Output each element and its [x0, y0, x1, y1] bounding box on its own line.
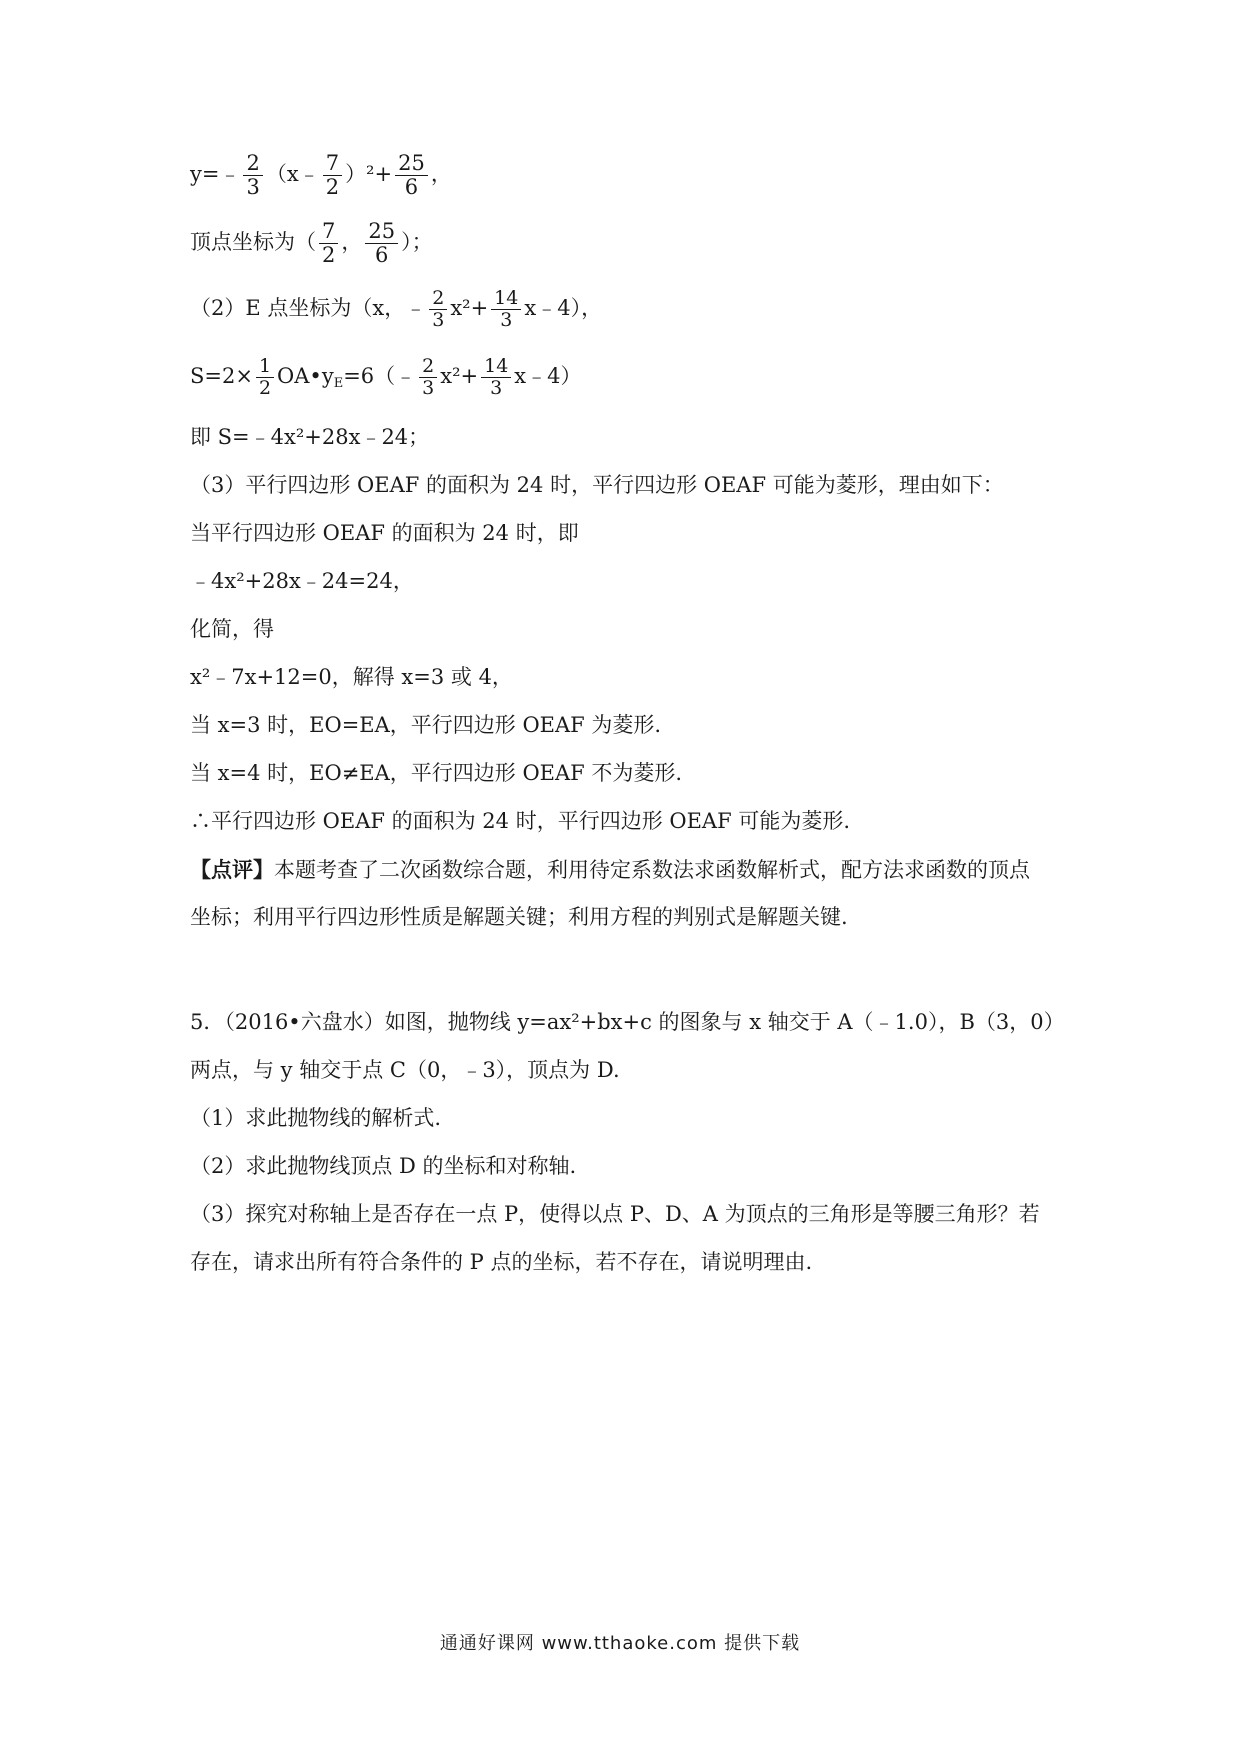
text-line: （3）平行四边形 OEAF 的面积为 24 时，平行四边形 OEAF 可能为菱形，理由如下：	[190, 473, 1004, 497]
question-5-part-3: （3）探究对称轴上是否存在一点 P，使得以点 P、D、A 为顶点的三角形是等腰三角形？若	[190, 1202, 1040, 1226]
fraction: $\frac{7}{2}$	[319, 220, 338, 267]
fraction: $\frac{7}{2}$	[323, 152, 342, 199]
text-line: 当 x=4 时，EO≠EA，平行四边形 OEAF 不为菱形.	[190, 761, 683, 785]
question-5-part-2: （2）求此抛物线顶点 D 的坐标和对称轴.	[190, 1154, 577, 1178]
fraction: $\frac{1}{2}$	[256, 356, 274, 399]
fraction: $\frac{25}{6}$	[395, 152, 428, 199]
text-line: 即 S=﹣4x²+28x﹣24；	[190, 425, 430, 449]
question-5-line: 5．（2016•六盘水）如图，抛物线 y=ax²+bx+c 的图象与 x 轴交于 A（﹣1.0），B（3，0）	[190, 1010, 1065, 1034]
page-footer: 通通好课网 www.tthaoke.com 提供下载	[439, 1633, 801, 1654]
text-line: 化简，得	[190, 617, 274, 641]
formula-vertex-form: y=﹣ $\frac{2}{3}$ （x﹣ $\frac{7}{2}$ ）²+ $\frac{25}{6}$ ，	[190, 151, 452, 200]
fraction: $\frac{14}{3}$	[481, 356, 511, 399]
text-line: 当 x=3 时，EO=EA，平行四边形 OEAF 为菱形.	[190, 713, 662, 737]
vertex-coordinates: 顶点坐标为（ $\frac{7}{2}$ ， $\frac{25}{6}$ ）；	[190, 219, 433, 268]
comment-label: 【点评】	[190, 857, 274, 882]
question-5-part-1: （1）求此抛物线的解析式.	[190, 1106, 442, 1130]
question-5-line: 两点，与 y 轴交于点 C（0，﹣3），顶点为 D.	[190, 1058, 620, 1082]
fraction: $\frac{2}{3}$	[429, 288, 447, 331]
text-line: ∴平行四边形 OEAF 的面积为 24 时，平行四边形 OEAF 可能为菱形.	[190, 809, 851, 833]
area-formula: S=2× $\frac{1}{2}$ $OA•y_E=6(﹣$ $\frac{2}{3}$ x²+ $\frac{14}{3}$ x﹣4）	[190, 355, 582, 399]
fraction: $\frac{2}{3}$	[243, 152, 262, 199]
text-line: 当平行四边形 OEAF 的面积为 24 时，即	[190, 521, 579, 545]
text-line: x²﹣7x+12=0，解得 x=3 或 4，	[190, 665, 513, 689]
fraction: $\frac{14}{3}$	[491, 288, 521, 331]
question-5-line: 存在，请求出所有符合条件的 P 点的坐标，若不存在，请说明理由.	[190, 1250, 813, 1274]
comment-paragraph: 【点评】本题考查了二次函数综合题，利用待定系数法求函数解析式，配方法求函数的顶点	[190, 857, 1030, 882]
fraction: $\frac{25}{6}$	[365, 220, 398, 267]
fraction: $\frac{2}{3}$	[419, 356, 437, 399]
text-line: ﹣4x²+28x﹣24=24，	[190, 569, 414, 593]
point-e-coordinates: （2）E 点坐标为（x，﹣ $\frac{2}{3}$ x²+ $\frac{14}{3}$ x﹣4），	[190, 287, 603, 331]
text-line: 坐标；利用平行四边形性质是解题关键；利用方程的判别式是解题关键.	[190, 905, 848, 929]
